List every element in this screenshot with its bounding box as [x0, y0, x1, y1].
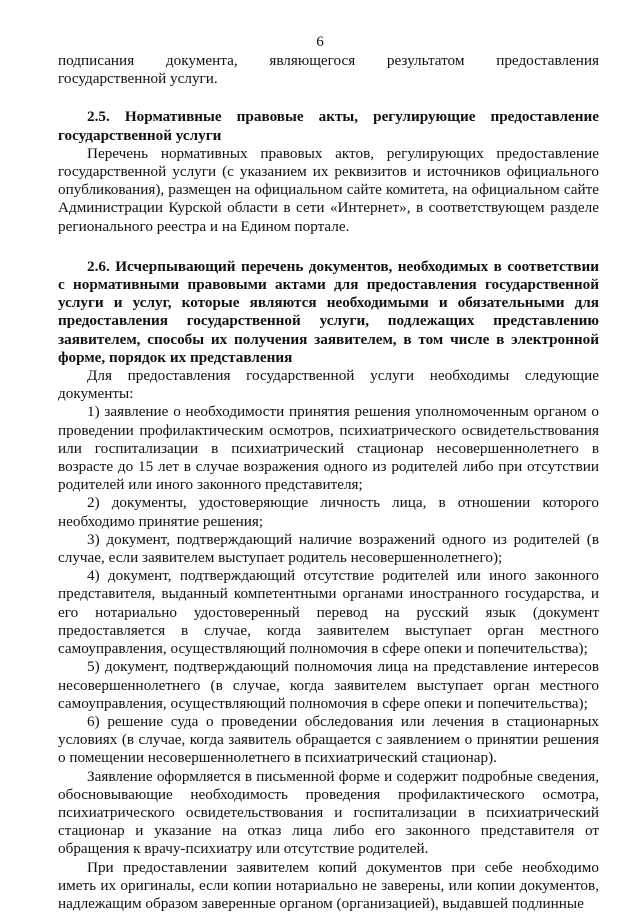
list-item-6: 6) решение суда о проведении обследования или лечения в стационарных условиях (в случае, когда заявитель обращается с заявлением о принятии решения о помещении несовершеннолетнего в психиатрический стационар).	[58, 712, 599, 767]
paragraph-normative-acts: Перечень нормативных правовых актов, регулирующих предоставление государственной услуги (с указанием их реквизитов и источников официального опубликования), размещен на официальном сайте комитета, на официальном сайте Администрации Курской области в сети «Интернет», в соответствующем разделе регионального реестра и на Едином портале.	[58, 144, 599, 235]
paragraph-application-form: Заявление оформляется в письменной форме и содержит подробные сведения, обосновывающие необходимость проведения профилактического осмотра, психиатрического освидетельствования и госпитализации в психиатрический стационар и указание на отказ лица либо его законного представителя от обращения к врачу-психиатру или отсутствие родителей.	[58, 767, 599, 858]
document-body	[58, 52, 599, 913]
section-heading-2-5: 2.5. Нормативные правовые акты, регулирующие предоставление государственной услуги	[58, 108, 599, 144]
list-item-5: 5) документ, подтверждающий полномочия лица на представление интересов несовершеннолетнего (в случае, когда заявителем выступает орган местного самоуправления, осуществляющий полномочия в сфере опеки и попечительства);	[58, 658, 599, 712]
list-item-2: 2) документы, удостоверяющие личность лица, в отношении которого необходимо принятие решения;	[58, 494, 599, 530]
list-item-1: 1) заявление о необходимости принятия решения уполномоченным органом о проведении профилактическим осмотров, психиатрического освидетельствования или госпитализации в психиатрический стационар несовершеннолетнего в возрасте до 15 лет в случае возражения одного из родителей либо при отсутствии родителей или иного законного представителя;	[58, 403, 599, 494]
page-number: 6	[316, 33, 324, 50]
paragraph-copies: При предоставлении заявителем копий документов при себе необходимо иметь их оригиналы, если копии нотариально не заверены, или копии документов, надлежащим образом заверенные органом (организацией), выдавшей подлинные	[58, 858, 599, 912]
list-item-3: 3) документ, подтверждающий наличие возражений одного из родителей (в случае, если заявителем выступает родитель несовершеннолетнего);	[58, 530, 599, 567]
paragraph-continuation: подписания документа, являющегося результатом предоставления государственной услуги.	[58, 52, 599, 88]
paragraph-documents-intro: Для предоставления государственной услуги необходимы следующие документы:	[58, 367, 599, 403]
list-item-4: 4) документ, подтверждающий отсутствие родителей или иного законного представителя, выданный компетентными органами иностранного государства, и его нотариально удостоверенный перевод на русский язык (документ предоставляется в случае, когда заявителем выступает орган местного самоуправления, осуществляющий полномочия в сфере опеки и попечительства);	[58, 567, 599, 658]
section-heading-2-6: 2.6. Исчерпывающий перечень документов, необходимых в соответствии с нормативными правовыми актами для предоставления государственной услуги и услуг, которые являются необходимыми и обязательными для предоставления государственной услуги, подлежащих представлению заявителем, способы их получения заявителем, в том числе в электронной форме, порядок их представления	[58, 257, 599, 366]
